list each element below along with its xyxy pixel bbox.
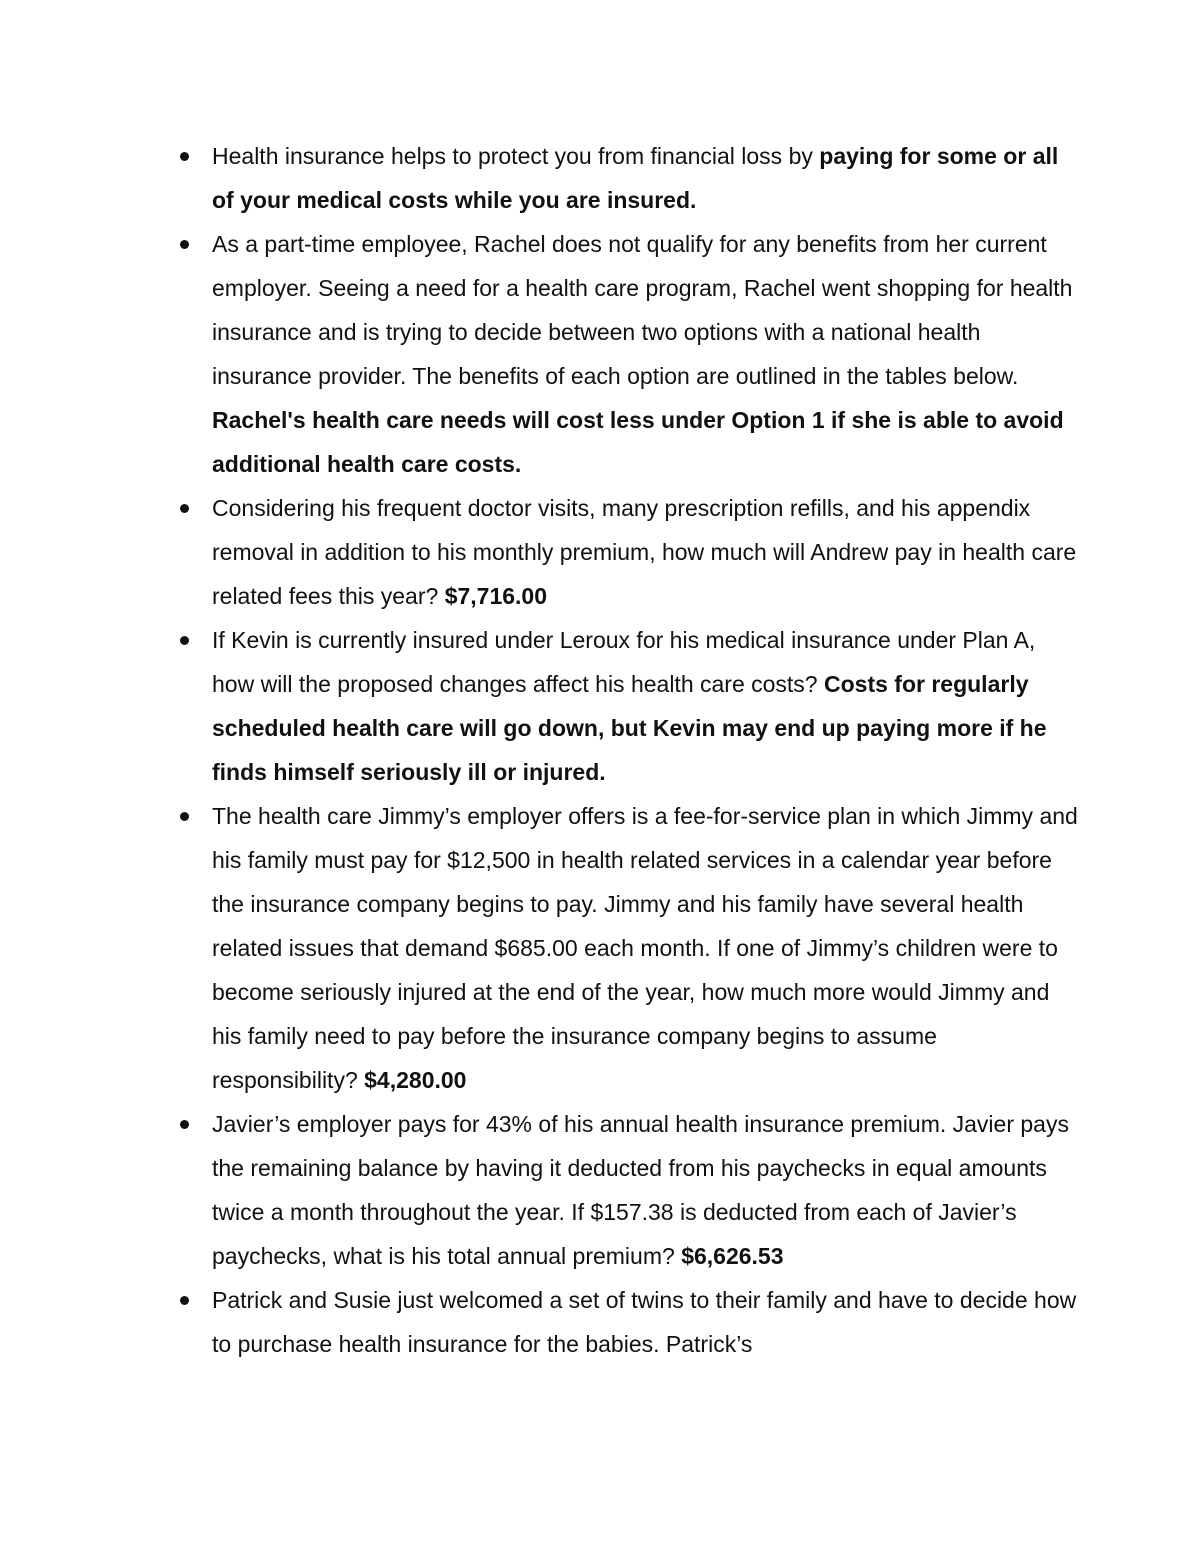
bullet-icon xyxy=(180,504,189,513)
bullet-icon xyxy=(180,636,189,645)
question-text: Health insurance helps to protect you from financial loss by xyxy=(212,143,820,169)
answer-text: $6,626.53 xyxy=(681,1243,784,1269)
bullet-icon xyxy=(180,812,189,821)
bullet-icon xyxy=(180,152,189,161)
bullet-icon xyxy=(180,1120,189,1129)
list-item xyxy=(175,486,1080,618)
answer-text: paying for some or all of your medical costs while you are insured. xyxy=(212,143,1059,213)
question-text: Considering his frequent doctor visits, many prescription refills, and his appendix removal in addition to his monthly premium, how much will Andrew pay in health care related fees this year? xyxy=(212,495,1077,609)
list-item xyxy=(175,794,1080,1102)
question-text: The health care Jimmy’s employer offers is a fee-for-service plan in which Jimmy and his family must pay for $12,500 in health related services in a calendar year before the insurance company begins to pay. Jimmy and his family have several health related issues that demand $685.00 each month. If one of Jimmy’s children were to become seriously injured at the end of the year, how much more would Jimmy and his family need to pay before the insurance company begins to assume responsibility? xyxy=(212,803,1078,1093)
bullet-icon xyxy=(180,1296,189,1305)
question-text: As a part-time employee, Rachel does not qualify for any benefits from her current employer. Seeing a need for a health care program, Rachel went shopping for health insurance and is trying to decide between two options with a national health insurance provider. The benefits of each option are outlined in the tables below. xyxy=(212,231,1073,389)
bullet-icon xyxy=(180,240,189,249)
question-text: Patrick and Susie just welcomed a set of twins to their family and have to decide how to purchase health insurance for the babies. Patrick’s xyxy=(212,1287,1077,1357)
answer-text: Rachel's health care needs will cost less under Option 1 if she is able to avoid additional health care costs. xyxy=(212,407,1064,477)
answer-text: $7,716.00 xyxy=(444,583,548,609)
list-item xyxy=(175,1102,1080,1278)
list-item xyxy=(175,1278,1080,1366)
question-text: Javier’s employer pays for 43% of his annual health insurance premium. Javier pays the remaining balance by having it deducted from his paychecks in equal amounts twice a month throughout the year. If $157.38 is deducted from each of Javier’s paychecks, what is his total annual premium? xyxy=(212,1111,1069,1269)
list-item xyxy=(175,222,1080,486)
list-item xyxy=(175,134,1080,222)
question-list xyxy=(175,134,1080,1366)
answer-text: Costs for regularly scheduled health care will go down, but Kevin may end up paying more if he finds himself seriously ill or injured. xyxy=(212,671,1047,785)
question-text: If Kevin is currently insured under Leroux for his medical insurance under Plan A, how will the proposed changes affect his health care costs? xyxy=(212,627,1036,697)
answer-text: $4,280.00 xyxy=(364,1067,467,1093)
list-item xyxy=(175,618,1080,794)
